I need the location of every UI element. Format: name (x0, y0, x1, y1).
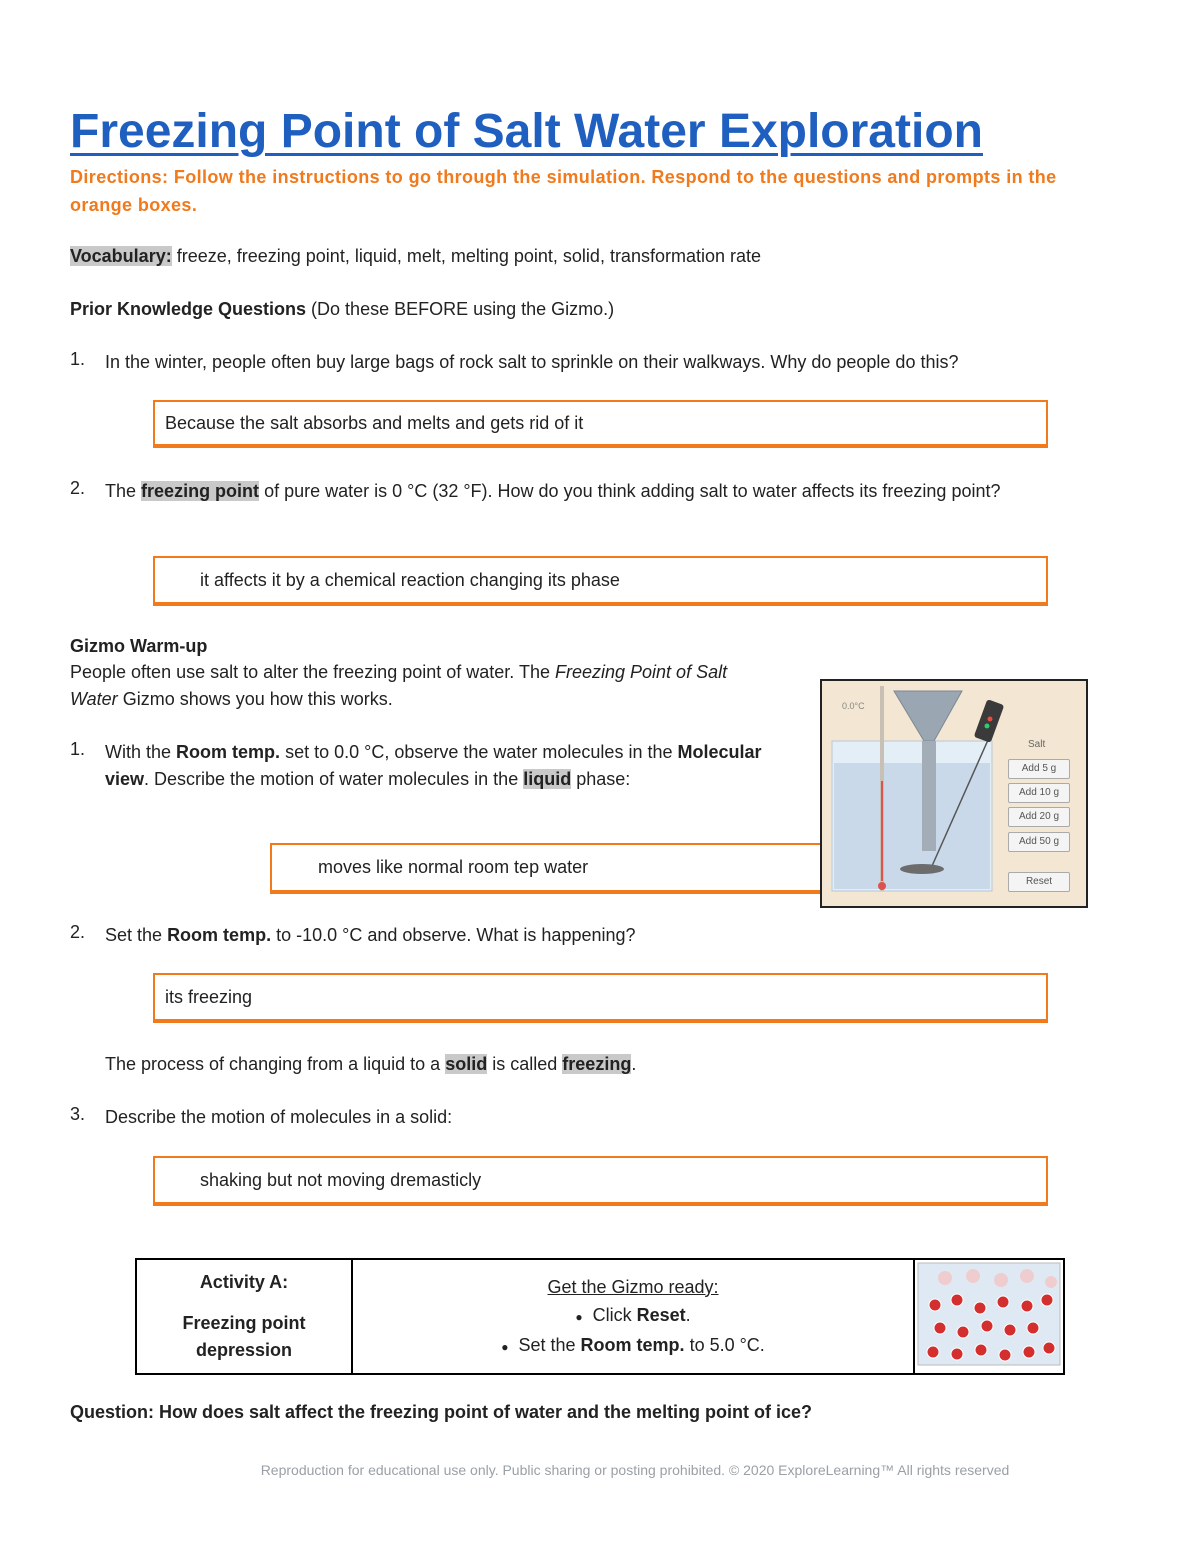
warmup-intro (70, 659, 760, 713)
step2-pre: Set the (518, 1334, 576, 1355)
answer-box-warmup-q2[interactable] (153, 973, 1048, 1023)
process-t3: . (631, 1054, 637, 1074)
gizmo-screenshot (820, 679, 1088, 908)
warmup-intro-italic: Freezing Point of Salt Water (70, 662, 728, 709)
footer-text: Reproduction for educational use only. Public sharing or posting prohibited. © 2020 ExploreLearning™ All rights reserved (260, 1462, 1010, 1478)
molecular-view-bold: Molecular view (105, 742, 762, 789)
warmup-q2-t2: to -10.0 °C and observe. What is happening? (276, 925, 636, 945)
liquid-highlight: liquid (523, 769, 572, 789)
gizmo-salt-label: Salt (1028, 739, 1046, 750)
warmup-q1-t1: With the (105, 742, 172, 762)
prior-q2-pre: The (105, 481, 137, 501)
process-t2: is called (492, 1054, 558, 1074)
add-5g-button: Add 5 g (1008, 759, 1070, 779)
warmup-q1-text (105, 739, 765, 793)
answer-text: it affects it by a chemical reaction changing its phase (200, 569, 620, 590)
process-statement (105, 1051, 636, 1078)
activity-label-cell (136, 1259, 352, 1374)
vocabulary-line (70, 243, 761, 270)
molecule-image-cell (914, 1259, 1064, 1374)
step1-pre: Click (592, 1304, 632, 1325)
freezing-highlight: freezing (562, 1054, 632, 1074)
activity-label: Activity A: (199, 1272, 289, 1292)
activity-name: Freezing point depression (182, 1313, 306, 1360)
question-number: 3. (70, 1104, 86, 1124)
answer-text: shaking but not moving dremasticly (200, 1169, 482, 1190)
answer-box-warmup-q1[interactable] (270, 843, 822, 894)
warmup-intro-post: Gizmo shows you how this works. (122, 689, 393, 709)
activity-question: Question: How does salt affect the freezing point of water and the melting point of ice? (70, 1402, 813, 1422)
warmup-q1-t4: phase: (576, 769, 631, 789)
answer-box-prior-q2[interactable] (153, 556, 1048, 606)
process-t1: The process of changing from a liquid to a (105, 1054, 441, 1074)
step2-post: to 5.0 °C. (689, 1334, 765, 1355)
prior-q2-post: of pure water is 0 °C (32 °F). How do you think adding salt to water affects its freezing point? (264, 481, 1001, 501)
warmup-intro-pre: People often use salt to alter the freezing point of water. The (70, 662, 550, 682)
directions-text: Directions: Follow the instructions to go through the simulation. Respond to the questions and prompts in the orange boxes. (70, 167, 1057, 215)
answer-text: Because the salt absorbs and melts and gets rid of it (165, 412, 584, 433)
prior-q1-text: In the winter, people often buy large bags of rock salt to sprinkle on their walkways. Why do people do this? (105, 352, 959, 372)
warmup-q3-text: Describe the motion of molecules in a solid: (105, 1107, 453, 1127)
vocabulary-terms: freeze, freezing point, liquid, melt, melting point, solid, transformation rate (176, 246, 762, 266)
activity-step-1: ● Click Reset. (575, 1304, 691, 1325)
molecule-image (915, 1260, 1063, 1368)
add-50g-button: Add 50 g (1008, 832, 1070, 852)
step2-bold: Room temp. (580, 1334, 685, 1355)
question-number: 1. (70, 349, 86, 369)
activity-table (135, 1258, 1065, 1375)
room-temp-bold: Room temp. (176, 742, 281, 762)
vocabulary-label: Vocabulary: (70, 246, 172, 266)
warmup-q1-t3: . Describe the motion of water molecules in the (144, 769, 519, 789)
question-number: 2. (70, 922, 86, 942)
prior-knowledge-note: (Do these BEFORE using the Gizmo.) (311, 299, 615, 319)
warmup-heading: Gizmo Warm-up (70, 636, 208, 656)
freezing-point-highlight: freezing point (141, 481, 260, 501)
step1-bold: Reset (636, 1304, 686, 1325)
prior-q2-text (105, 478, 1125, 505)
gizmo-temp-label: 0.0°C (842, 701, 865, 711)
question-number: 2. (70, 478, 86, 498)
gizmo-ready-heading: Get the Gizmo ready: (547, 1276, 719, 1297)
answer-text: its freezing (165, 986, 253, 1007)
answer-box-prior-q1[interactable] (153, 400, 1048, 448)
warmup-q2-t1: Set the (105, 925, 163, 945)
prior-knowledge-heading (70, 296, 614, 323)
add-20g-button: Add 20 g (1008, 807, 1070, 827)
add-10g-button: Add 10 g (1008, 783, 1070, 803)
answer-text: moves like normal room tep water (318, 857, 589, 877)
question-number: 1. (70, 739, 86, 759)
activity-instructions-cell (352, 1259, 914, 1374)
answer-box-warmup-q3[interactable] (153, 1156, 1048, 1206)
page-title: Freezing Point of Salt Water Exploration (70, 105, 983, 158)
warmup-q2-text (105, 922, 636, 949)
warmup-q1-t2: set to 0.0 °C, observe the water molecules in the (285, 742, 673, 762)
step1-post: . (685, 1304, 691, 1325)
reset-button: Reset (1008, 872, 1070, 892)
solid-highlight: solid (445, 1054, 488, 1074)
prior-knowledge-title: Prior Knowledge Questions (70, 299, 307, 319)
activity-step-2: ● Set the Room temp. to 5.0 °C. (501, 1334, 765, 1355)
room-temp-bold: Room temp. (167, 925, 272, 945)
